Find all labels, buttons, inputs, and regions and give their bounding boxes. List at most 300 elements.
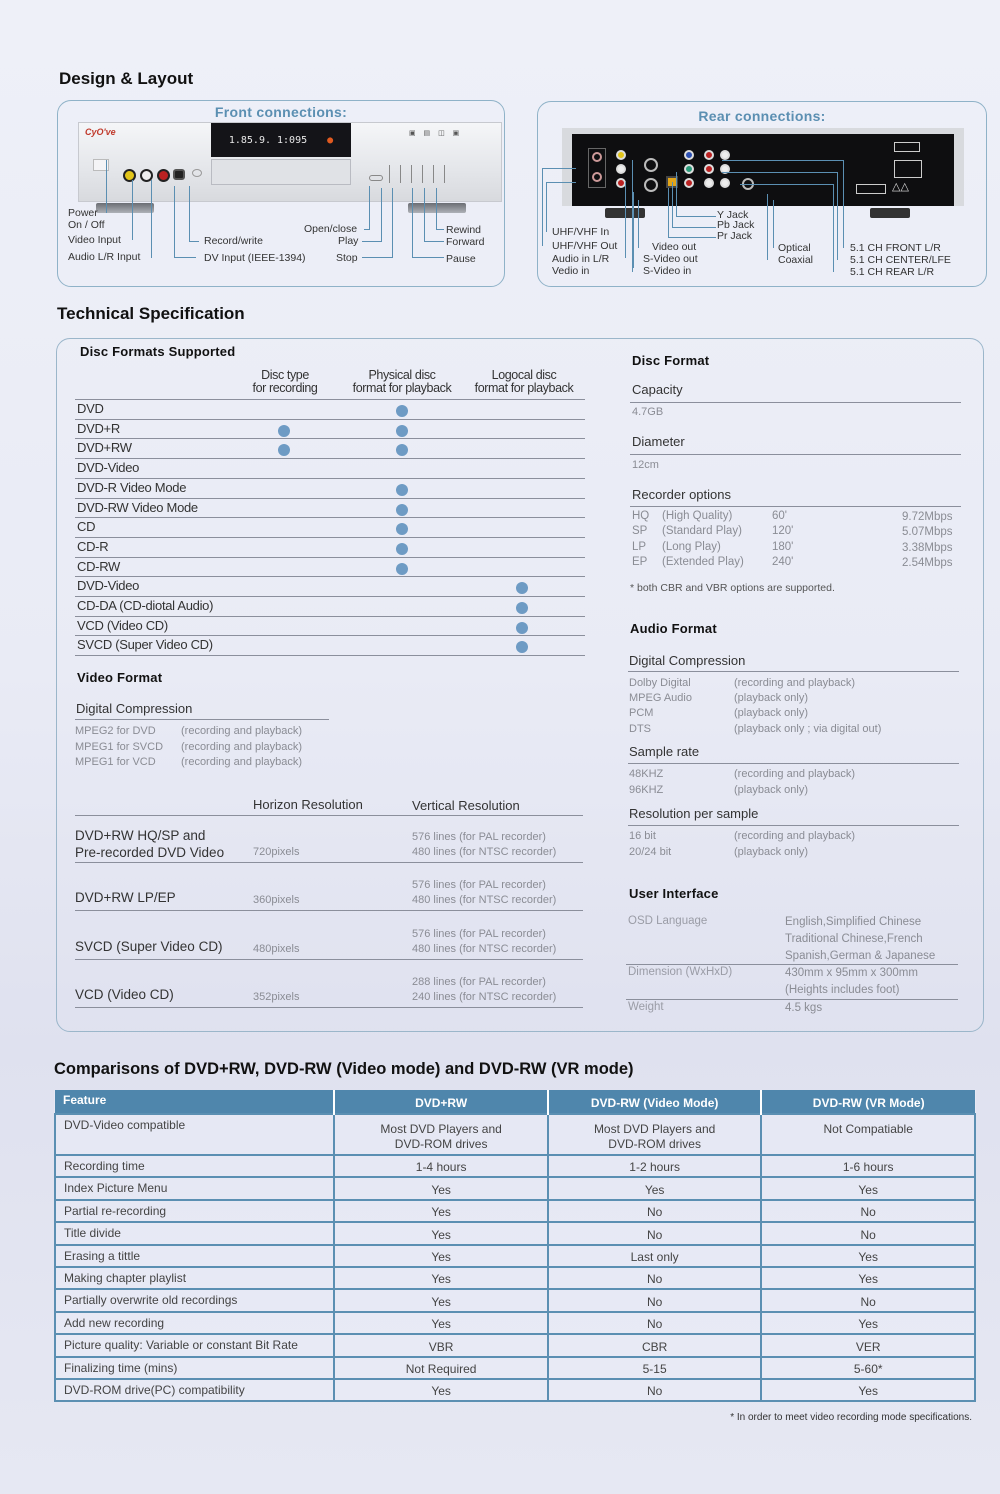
recorder-mode-bitrate: 3.38Mbps [902,541,953,554]
dvd-rw-video-cell [548,1267,762,1289]
uhf-in-jack-icon [592,152,602,162]
sample-rate-note: (playback only) [734,783,808,796]
recorder-mode-bitrate: 9.72Mbps [902,511,953,523]
label-power: Power [68,207,98,219]
leader-video-input [132,180,133,240]
row-divider [75,399,585,400]
label-open-close: Open/close [304,223,358,235]
label-audio-input: Audio L/R Input [68,251,141,263]
recorder-mode-code: EP [632,555,648,568]
resolution-format-name: DVD+RW HQ/SP and [75,828,206,843]
feature-cell [55,1357,334,1379]
label-optical: Optical [778,242,811,254]
power-socket-icon [894,142,920,152]
cell-text: Yes [431,1317,451,1332]
transport-buttons [389,165,447,183]
cell-text: 1-2 hours [629,1160,680,1175]
row-divider [75,1007,583,1008]
cell-text: DVD-ROM drive(PC) compatibility [64,1382,245,1397]
horizontal-resolution: 720pixels [253,846,300,858]
cell-text: VBR [428,1339,454,1354]
weight-label: Weight [628,1001,664,1013]
cell-text: Yes [858,1249,878,1264]
recorder-mode-bitrate: 2.54Mbps [902,556,953,569]
cell-text: Yes [431,1294,451,1309]
video-format-title: Video Format [77,670,163,685]
divider [630,402,961,403]
tech-spec-title: Technical Specification [57,304,245,323]
dvd-rw-vr-cell [761,1357,975,1379]
supported-dot-icon [278,425,290,437]
y-jack-icon [684,150,694,160]
osd-language-line-2: Traditional Chinese,French [785,933,923,945]
sample-rate-name: 96KHZ [629,783,664,796]
cell-text: Yes [431,1205,451,1220]
audio-codec-name: DTS [629,722,651,735]
comparison-row [55,1222,975,1244]
row-divider [75,537,585,538]
supported-dot-icon [396,563,408,575]
supported-dot-icon [516,622,528,634]
recorder-mode-name: (Standard Play) [662,525,742,538]
label-video-in: Vedio in [552,265,590,277]
recorder-mode-name: (Extended Play) [662,555,744,568]
label-record-write: Record/write [204,235,263,247]
feature-cell [55,1114,334,1155]
row-divider [75,616,585,617]
dvd-rw-video-cell [548,1334,762,1356]
cell-text: Recording time [64,1159,145,1173]
recorder-mode-time: 180' [772,540,794,553]
dvd-rw-video-cell [548,1245,762,1267]
disc-format-row-label: CD-R [77,538,109,554]
dvd-rw-video-cell [548,1357,762,1379]
rear-foot-right [870,208,910,218]
recorder-mode-code: SP [632,525,648,538]
comparison-row [55,1155,975,1177]
row-divider [75,517,585,518]
cell-text: Making chapter playlist [64,1270,187,1285]
label-pb-jack: Pb Jack [717,219,755,231]
divider [628,763,959,764]
cell-text: Not Required [405,1361,477,1376]
label-center-lfe: 5.1 CH CENTER/LFE [850,254,951,266]
leader-video-in [625,160,633,272]
user-interface-title: User Interface [629,886,719,901]
diameter-value: 12cm [632,459,659,471]
sample-rate-name: 48KHZ [629,768,664,780]
disc-format-row-label: DVD+R [77,420,120,436]
audio-right-jack-icon [157,169,170,182]
divider [630,454,961,455]
osd-language-line-3: Spanish,German & Japanese [785,950,936,962]
row-divider [75,478,585,479]
row-divider [75,557,585,558]
supported-dot-icon [396,504,408,516]
comparison-row [55,1289,975,1311]
col-head-logical [468,369,580,395]
label-y-jack: Y Jack [717,209,749,221]
dvd-rw-video-cell [548,1312,762,1334]
col-head-physical-line1: Physical disc [368,368,436,382]
divider [75,719,329,720]
dvd-rw-vr-cell [761,1177,975,1199]
label-uhf-out: UHF/VHF Out [552,240,618,252]
recorder-mode-name: (Long Play) [662,540,721,553]
label-dv-input: DV Input (IEEE-1394) [204,252,306,264]
divider [626,964,958,965]
bit-depth-note: (recording and playback) [734,830,856,842]
cell-text: Yes [431,1272,451,1287]
col-head-logical-line2: format for playback [474,381,574,395]
feature-cell [55,1155,334,1177]
dvd-rw-vr-cell [761,1379,975,1401]
supported-dot-icon [396,543,408,555]
cell-text: Most DVD Players and [593,1122,716,1136]
cell-text: Partially overwrite old recordings [64,1293,238,1308]
audio-codec-note: (recording and playback) [734,677,856,689]
cell-text: Title divide [64,1226,121,1241]
cell-text: Yes [858,1317,878,1332]
col-head-recording-line2: for recording [252,381,318,395]
dimension-line-2: (Heights includes foot) [785,984,900,996]
dvd-rw-vr-cell [761,1267,975,1289]
label-video-input: Video Input [68,234,121,246]
label-audio-in: Audio in L/R [552,253,610,265]
divider [630,506,961,507]
cell-text: DVD-ROM drives [394,1137,488,1151]
cell-text: Index Picture Menu [64,1181,168,1196]
front-l-jack-icon [720,150,730,160]
row-divider [75,576,585,577]
cell-text: Yes [858,1182,878,1197]
bit-depth-name: 20/24 bit [629,845,672,858]
row-divider [75,596,585,597]
vertical-resolution-ntsc: 480 lines (for NTSC recorder) [412,846,557,858]
disc-format-row-label: CD-DA (CD-diotal Audio) [77,598,214,613]
header-feature: Feature [55,1090,334,1114]
disc-format-row-label: CD-RW [77,558,121,574]
recorder-mode-time: 60' [772,510,787,522]
cell-text: Yes [858,1272,878,1287]
cell-text: Yes [858,1384,878,1399]
comparison-row [55,1334,975,1356]
sample-rate-label: Sample rate [629,744,700,759]
front-display: 1.85.9. 1:095 ● [211,123,351,157]
vertical-resolution-pal: 576 lines (for PAL recorder) [412,831,546,843]
label-rear-lr: 5.1 CH REAR L/R [850,266,935,278]
comparison-row [55,1357,975,1379]
label-uhf-in: UHF/VHF In [552,226,610,238]
warning-label [894,160,922,178]
vertical-resolution-ntsc: 240 lines (for NTSC recorder) [412,991,557,1003]
dvd-plus-rw-cell [334,1267,548,1289]
audio-codec-name: Dolby Digital [629,677,691,689]
dvd-plus-rw-cell [334,1312,548,1334]
comparison-row [55,1245,975,1267]
vertical-resolution-ntsc: 480 lines (for NTSC recorder) [412,943,557,955]
label-coaxial: Coaxial [778,254,814,266]
dvd-rw-video-cell [548,1289,762,1311]
resolution-format-name: SVCD (Super Video CD) [75,939,223,954]
feature-cell [55,1379,334,1401]
leader-record [189,186,199,242]
video-codec-note: (recording and playback) [181,756,303,768]
cell-text: 1-4 hours [415,1160,467,1175]
leader-pause [412,188,444,258]
dvd-rw-vr-cell [761,1245,975,1267]
design-layout-title: Design & Layout [59,69,194,88]
dvd-rw-vr-cell [761,1312,975,1334]
dimension-label: Dimension (WxHxD) [628,966,733,978]
label-play: Play [338,235,359,247]
video-jack-icon [123,169,136,182]
dvd-plus-rw-cell [334,1245,548,1267]
horizontal-res-header: Horizon Resolution [253,797,363,812]
comparison-row [55,1177,975,1199]
col-head-recording-line1: Disc type [261,368,309,382]
disc-format-row-label: SVCD (Super Video CD) [77,637,213,653]
format-logos: ▣ ▤ ◫ ▣ [409,130,463,137]
dvd-plus-rw-cell [334,1200,548,1222]
dvd-plus-rw-cell [334,1155,548,1177]
dvd-plus-rw-cell [334,1334,548,1356]
resolution-format-name: VCD (Video CD) [75,987,174,1002]
dvd-plus-rw-cell [334,1177,548,1199]
vertical-resolution-pal: 288 lines (for PAL recorder) [412,976,546,988]
device-foot-left [96,203,154,213]
dvd-rw-vr-cell [761,1155,975,1177]
header-dvd-rw-video: DVD-RW (Video Mode) [548,1090,762,1114]
feature-cell [55,1289,334,1311]
dvd-rw-vr-cell [761,1289,975,1311]
supported-dot-icon [396,425,408,437]
audio-codec-name: MPEG Audio [629,692,692,705]
rear-connections-title: Rear connections: [698,108,826,124]
cell-text: No [646,1227,663,1242]
comparison-row [55,1200,975,1222]
recorder-options-label: Recorder options [632,487,731,502]
label-stop: Stop [336,252,358,264]
audio-compression-label: Digital Compression [629,653,746,668]
dimension-line-1: 430mm x 95mm x 300mm [785,967,918,979]
brand-logo: CyO've [85,127,116,137]
capacity-value: 4.7GB [632,406,664,418]
cell-text: No [860,1294,876,1309]
label-on-off: On / Off [68,219,105,231]
dvd-rw-vr-cell [761,1200,975,1222]
svideo-in-jack-icon [644,178,658,192]
comparison-footnote: * In order to meet video recording mode specifications. [730,1412,972,1423]
audio-codec-note: (playback only) [734,692,808,705]
leader-svideo [633,192,634,268]
supported-dot-icon [516,602,528,614]
disc-format-row-label: VCD (Video CD) [77,617,168,633]
leader-power [106,160,112,213]
video-codec-note: (recording and playback) [181,725,303,737]
audio-codec-note: (playback only) [734,707,808,720]
dvd-rw-video-cell [548,1155,762,1177]
leader-pr-jack [668,188,716,238]
cell-text: Yes [644,1182,665,1197]
class1-label [856,184,886,194]
cell-text: Partial re-recording [64,1203,167,1218]
feature-cell [55,1245,334,1267]
dvd-rw-vr-cell [761,1334,975,1356]
audio-format-title: Audio Format [630,621,717,636]
front-r-jack-icon [704,150,714,160]
audio-codec-name: PCM [629,707,654,720]
cell-text: No [646,1317,663,1332]
resolution-format-name: Pre-recorded DVD Video [75,845,225,860]
resolution-format-name: DVD+RW LP/EP [75,890,176,905]
osd-language-label: OSD Language [628,915,708,927]
video-in-jack-icon [616,150,626,160]
dvd-plus-rw-cell [334,1114,548,1155]
label-pr-jack: Pr Jack [717,230,753,242]
feature-cell [55,1177,334,1199]
disc-formats-title: Disc Formats Supported [80,344,236,359]
disc-format-row-label: DVD-R Video Mode [77,479,187,495]
supported-dot-icon [396,405,408,417]
divider [626,999,958,1000]
record-button [192,169,202,177]
cell-text: Yes [431,1249,451,1264]
vertical-resolution-pal: 576 lines (for PAL recorder) [412,928,546,940]
comparison-row [55,1379,975,1401]
osd-language-line-1: English,Simplified Chinese [785,916,922,928]
cell-text: DVD-ROM drives [608,1137,701,1151]
video-compression-label: Digital Compression [76,701,193,716]
dvd-plus-rw-cell [334,1222,548,1244]
recorder-mode-time: 240' [772,555,794,568]
bit-depth-name: 16 bit [629,830,656,842]
comparison-title: Comparisons of DVD+RW, DVD-RW (Video mode) and DVD-RW (VR mode) [54,1060,634,1078]
open-close-button [369,175,383,181]
divider [628,671,959,672]
cell-text: No [860,1205,876,1220]
label-rewind: Rewind [446,224,482,236]
dvd-rw-vr-cell [761,1114,975,1155]
cell-text: Picture quality: Variable or constant Bit Rate [64,1338,298,1353]
cbr-vbr-note: * both CBR and VBR options are supported. [630,582,835,594]
audio-codec-note: (playback only ; via digital out) [734,722,882,735]
dvd-rw-video-cell [548,1200,762,1222]
vertical-res-header: Vertical Resolution [412,798,520,813]
dvd-plus-rw-cell [334,1357,548,1379]
feature-cell [55,1222,334,1244]
comparison-table [54,1090,976,1402]
dvd-rw-video-cell [548,1222,762,1244]
cell-text: No [860,1227,876,1242]
feature-cell [55,1334,334,1356]
comparison-row [55,1267,975,1289]
disc-format-row-label: DVD [77,401,104,416]
dvd-plus-rw-cell [334,1379,548,1401]
svideo-out-jack-icon [644,158,658,172]
label-video-out: Video out [652,241,697,253]
cell-text: No [646,1205,663,1220]
divider [75,815,583,816]
cell-text: Add new recording [64,1315,165,1330]
capacity-label: Capacity [632,382,683,397]
recorder-mode-code: LP [632,540,647,553]
feature-cell [55,1267,334,1289]
row-divider [75,862,583,863]
weight-value: 4.5 kgs [785,1002,823,1014]
label-front-lr: 5.1 CH FRONT L/R [850,242,941,254]
recorder-mode-time: 120' [772,525,794,538]
horizontal-resolution: 360pixels [253,894,300,906]
col-head-physical [346,369,458,395]
caution-triangles-icon: △△ [892,181,909,193]
row-divider [75,458,585,459]
sample-rate-note: (recording and playback) [734,768,856,780]
row-divider [75,910,583,911]
disc-format-row-label: DVD-Video [77,578,140,594]
recorder-mode-bitrate: 5.07Mbps [902,526,953,539]
cell-text: Yes [431,1182,451,1197]
feature-cell [55,1200,334,1222]
video-codec-note: (recording and playback) [181,740,303,753]
display-readout: 1.85.9. 1:095 [228,134,308,146]
leader-video-out [638,200,639,248]
leader-stop [362,188,393,258]
feature-cell [55,1312,334,1334]
label-svideo-out: S-Video out [643,253,698,265]
cell-text: 1-6 hours [842,1160,894,1175]
cell-text: VER [855,1339,881,1354]
bit-depth-note: (playback only) [734,845,808,858]
cell-text: Finalizing time (mins) [64,1360,178,1375]
comparison-row [55,1114,975,1155]
uhf-out-jack-icon [592,172,602,182]
header-dvd-rw-vr: DVD-RW (VR Mode) [761,1090,975,1114]
diameter-label: Diameter [632,434,685,449]
disc-format-row-label: DVD-Video [77,460,140,476]
cell-text: No [646,1384,663,1399]
row-divider [75,419,585,420]
cell-text: Erasing a tittle [64,1248,141,1263]
cell-text: No [646,1272,663,1287]
front-connections-title: Front connections: [214,104,348,120]
label-forward: Forward [446,236,485,248]
video-codec-name: MPEG1 for SVCD [75,740,164,753]
cell-text: DVD-Video compatible [64,1118,186,1132]
label-svideo-in: S-Video in [643,265,692,277]
cell-text: Most DVD Players and [380,1122,502,1136]
dvd-rw-vr-cell [761,1222,975,1244]
col-head-physical-line2: format for playback [352,381,452,395]
video-codec-name: MPEG2 for DVD [75,725,156,737]
dvd-rw-video-cell [548,1114,762,1155]
recorder-mode-name: (High Quality) [662,510,733,522]
cell-text: 5-15 [642,1361,667,1376]
col-head-recording [240,369,330,395]
col-head-logical-line1: Logocal disc [491,368,557,382]
video-codec-name: MPEG1 for VCD [75,756,156,768]
row-divider [75,959,583,960]
divider [628,825,959,826]
cell-text: Last only [630,1249,679,1264]
comparison-row [55,1312,975,1334]
header-dvd-plus-rw: DVD+RW [334,1090,548,1114]
dvd-rw-video-cell [548,1177,762,1199]
dvd-plus-rw-cell [334,1289,548,1311]
resolution-per-sample-label: Resolution per sample [629,806,759,821]
cell-text: CBR [641,1339,668,1354]
row-divider [75,635,585,636]
